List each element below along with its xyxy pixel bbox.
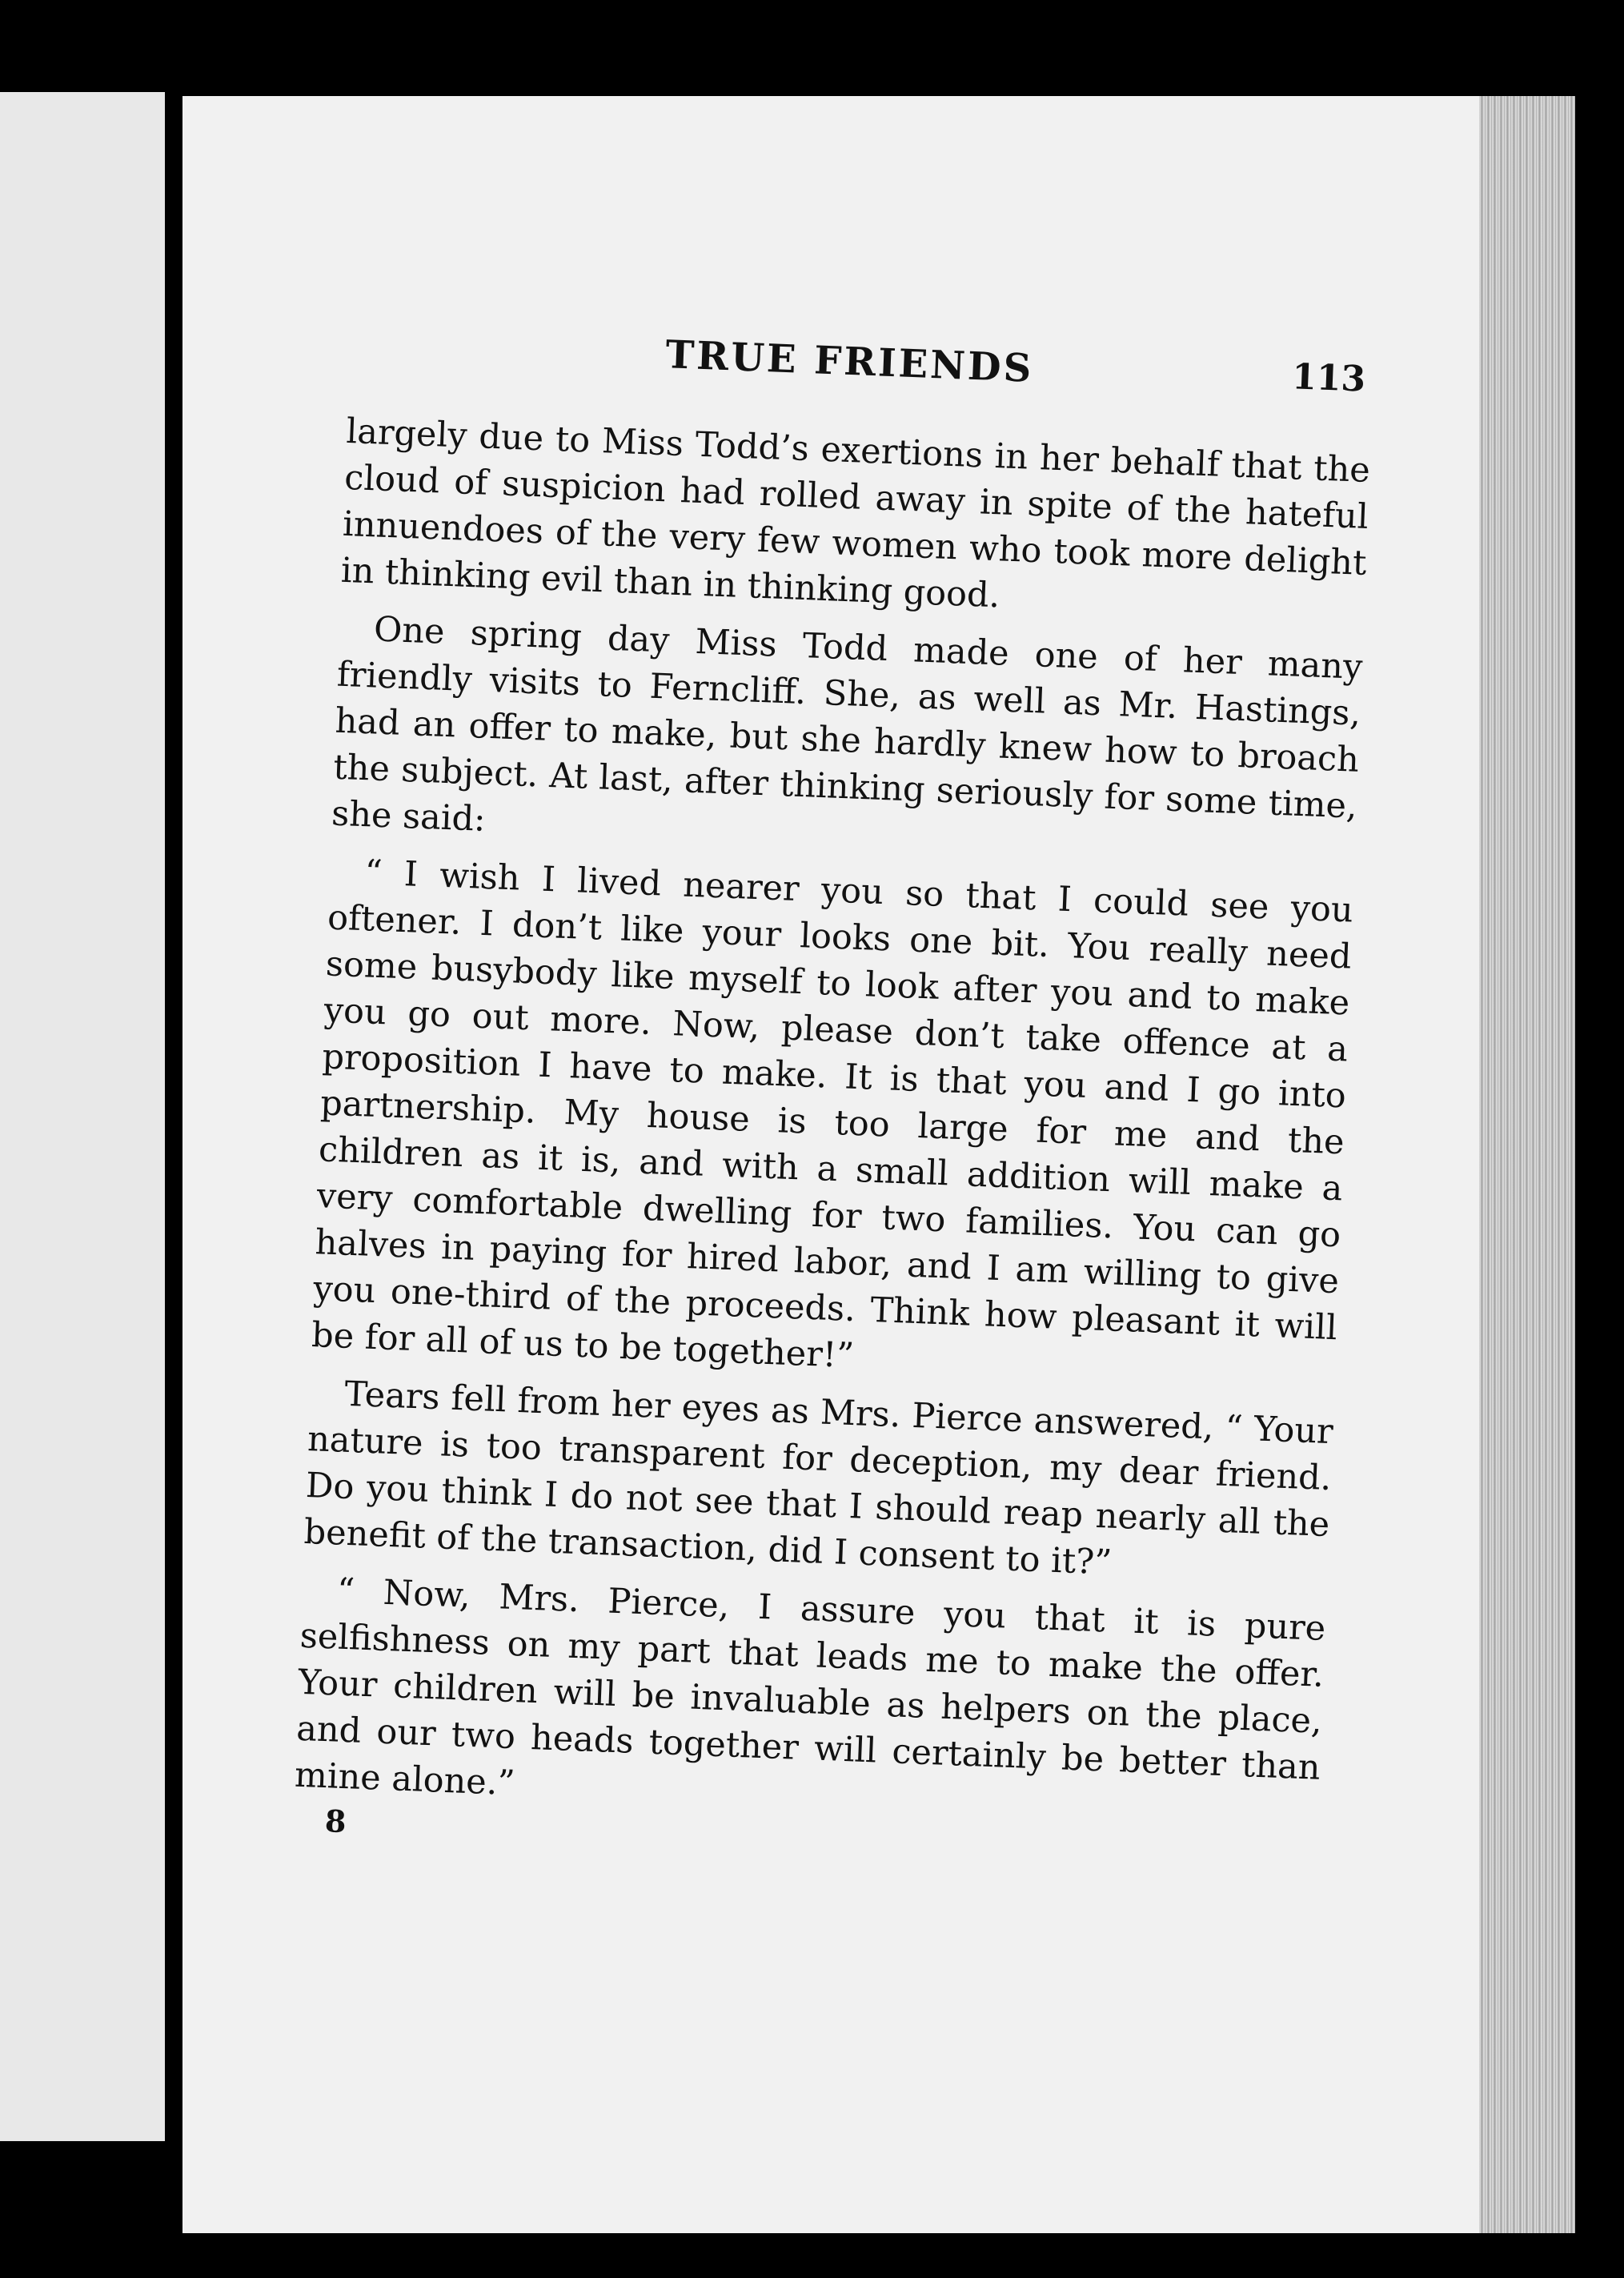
page-edges xyxy=(1479,96,1575,2233)
paragraph-visit: One spring day Miss Todd made one of her many friendly visits to Ferncliff. She, as well as Mr. Hastings, had an offer to make, but she hardly knew how to broach the subject. At last, after thinking seriously for some time, she said: xyxy=(331,609,1364,840)
previous-page-edge xyxy=(0,92,168,2141)
book-gutter xyxy=(165,80,182,2161)
book-page xyxy=(182,96,1575,2233)
paragraph-continued: largely due to Miss Todd’s exertions in her behalf that the cloud of suspicion had rolled away in spite of the hateful innuendoes of the very few women who took more delight in thinking evil than in thinking good. xyxy=(340,411,1371,616)
signature-mark: 8 xyxy=(324,1803,347,1840)
running-title: TRUE FRIENDS xyxy=(664,332,1035,391)
paragraph-miss-todd-offer: “ I wish I lived nearer you so that I could see you oftener. I don’t like your looks one bit. You really need some busybody like myself to look after you and to make you go out more. Now, please don’t take offence at a proposition I have to make. It is that you and I go into partnership. My house is too large for me and the children as it is, and with a small addition will make a very comfortable dwelling for two families. You can go halves in paying for hired labor, and I am willing to give you one-third of the proceeds. Think how pleasant it will be for all of us to be together!” xyxy=(311,852,1354,1377)
paragraph-miss-todd-assurance: “ Now, Mrs. Pierce, I assure you that it is pure selfishness on my part that leads me to make the offer. Your children will be invaluable as helpers on the place, and our two heads together will certainly be better than mine alone.” xyxy=(294,1570,1327,1804)
paragraph-mrs-pierce-reply: Tears fell from her eyes as Mrs. Pierce answered, “ Your nature is too transparent for deception, my dear friend. Do you think I do not see that I should reap nearly all the benefit of the transaction, did I consent to it?” xyxy=(303,1374,1334,1583)
page-number: 113 xyxy=(1291,356,1367,400)
text-block xyxy=(292,320,1374,1877)
